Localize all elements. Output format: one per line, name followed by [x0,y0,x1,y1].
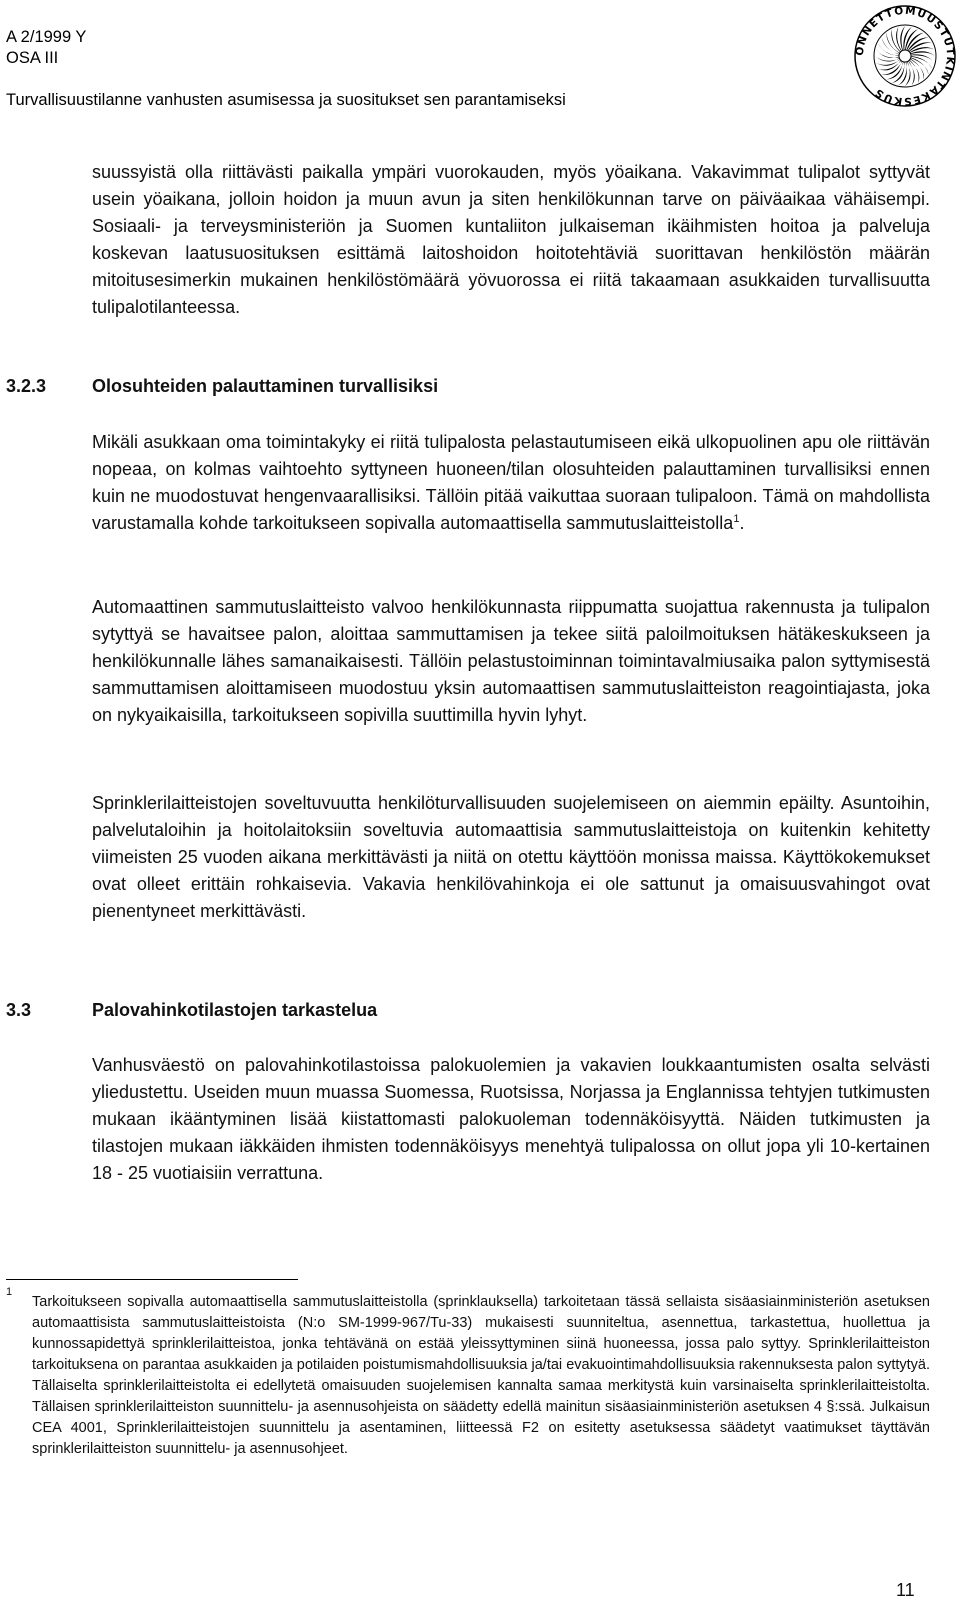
section-heading-3-2-3 [6,373,438,400]
section-title: Olosuhteiden palauttaminen turvallisiksi [92,376,439,396]
section-number: 3.3 [6,1000,32,1020]
paragraph-automatic-extinguishing: Automaattinen sammutuslaitteisto valvoo henkilökunnasta riippumatta suojattua rakennusta ja tulipalon sytyttyä se havaitsee palon, aloittaa sammuttamisen ja tekee siitä paloilmoituksen hätäkeskukseen ja henkilökunnalle lähes samanaikaisesti. Tällöin pelastustoiminnan toimintavalmiusaika palon syttymisestä sammuttamisen aloittamiseen muodostuu yksin automaattisen sammutuslaitteiston reagointiajasta, joka on nykyaikaisilla, tarkoitukseen sopivilla suuttimilla hyvin lyhyt. [92,597,930,725]
svg-text:ONNETTOMUUSTUTKINTAKESKUS: ONNETTOMUUSTUTKINTAKESKUS [853,4,957,108]
seal-ray [908,61,915,86]
footnote-reference[interactable]: 1 [733,513,740,525]
section-title: Palovahinkotilastojen tarkastelua [92,1000,378,1020]
seal-ray [910,59,924,80]
section-number: 3.2.3 [6,376,47,396]
seal-ray [878,43,899,56]
report-running-title: Turvallisuustilanne vanhusten asumisessa ja suositukset sen parantamiseksi [6,91,566,109]
report-part: OSA III [6,49,59,67]
paragraph-sprinkler-suitability: Sprinklerilaitteistojen soveltuvuutta henkilöturvallisuuden suojelemiseen on aiemmin epäilty. Asuntoihin, palvelutaloihin ja hoitolaitoksiin soveltuvia automaattisia sammutuslaitteistoja on kuitenkin kehitetty viimeisten 25 vuoden aikana merkittävästi ja niitä on otettu käyttöön monissa maissa. Käyttökokemukset ovat olleet erittäin rohkaisevia. Vakavia henkilövahinkoja ei ole sattunut ja omaisuusvahingot ovat pienentyneet merkittävästi. [92,793,930,921]
paragraph-fire-statistics: Vanhusväestö on palovahinkotilastoissa palokuolemien ja vakavien loukkaantumisten osalta selvästi yliedustettu. Useiden muun muassa Suomessa, Ruotsissa, Norjassa ja Englannissa tehtyjen tutkimusten mukaan ikääntyminen lisää kiistattomasti palokuoleman todennäköisyyttä. Näiden tutkimusten ja tilastojen mukaan iäkkäiden ihmisten todennäköisyys menehtyä tulipalossa on ollut jopa yli 10-kertainen 18 - 25 vuotiaisiin verrattuna. [92,1055,930,1183]
onnettomuustutkintakeskus-seal-icon [853,4,957,108]
page-number: 11 [896,1580,915,1600]
paragraph-restoring-conditions [92,429,930,537]
section-heading-3-3 [6,997,377,1024]
seal-ray [911,57,929,74]
seal-ray [891,29,900,52]
footnote-text: Tarkoitukseen sopivalla automaattisella sammutuslaitteistolla (sprinklauksella) tarkoitetaan tässä sellaista sisäasiainministeriön asetuksen automaattisista sammutuslaitteistoista (N:o SM-1999-967/Tu-33) mukaisesti suunniteltua, asennettua, tarkastettua, huollettua ja kunnossapidettyä sprinklerilaitteistoa, jonka tehtävänä on estää yleissyttyminen siinä huoneessa, jossa palo syttyy. Sprinklerilaitteiston tarkoituksena on parantaa asukkaiden ja potilaiden poistumismahdollisuuksia ja/tai evakuointimahdollisuuksia rakennuksesta palon syttytyä. Tällaiselta sprinklerilaitteistolta ei edellytetä omaisuuden suojelemisen kannalta samaa merkitystä kuin varsinaiselta sprinklerilaitteistolta. Tällaisen sprinklerilaitteiston suunnittelu- ja asennusohjeista on säädetty edellä mainitun sisäasiainministeriön asetuksen 4 §:ssä. Julkaisun CEA 4001, Sprinklerilaitteistojen suunnittelu ja asentaminen, liitteessä F2 on esitetty asetuksessa säädetyt vaatimukset täyttävän sprinklerilaitteiston suunnittelu- ja asennusohjeet. [32,1294,930,1457]
paragraph-end: . [739,513,745,533]
seal-ray [909,42,932,51]
paragraph-text: Mikäli asukkaan oma toimintakyky ei riitä tulipalosta pelastautumiseen eikä ulkopuolinen apu ole riittävän nopeaa, on kolmas vaihtoehto syttyneen huoneen/tilan olosuhteiden palauttaminen turvallisiksi ennen kuin ne muodostuvat hengenvaarallisiksi. Tällöin pitää vaikuttaa suoraan tulipaloon. Tämä on mahdollista varustamalla kohde tarkoitukseen sopivalla automaattisella sammutuslaitteistolla [92,432,930,533]
seal-ray [905,61,911,86]
footnote-divider [6,1279,298,1280]
footnote-marker: 1 [6,1286,13,1298]
report-series: A 2/1999 Y [6,28,87,46]
seal-ray [875,56,900,62]
paragraph-intro: suussyistä olla riittävästi paikalla ympäri vuorokauden, myös yöaikana. Vakavimmat tulipalot syttyvät usein yöaikana, jolloin hoidon ja muun avun ja siten henkilökunnan tarve on päiväaikaa vähäisempi. Sosiaali- ja terveysministeriön ja Suomen kuntaliiton julkaiseman ikäihmisten hoitoa ja palveluja koskevan laatusuosituksen esittämä laitoshoidon hoitotehtäviä suorittavan henkilöstön määrän mitoitusesimerkin mukainen henkilöstömäärä yövuorossa ei riitä takaamaan asukkaiden turvallisuutta tulipalotilanteessa. [92,162,930,317]
